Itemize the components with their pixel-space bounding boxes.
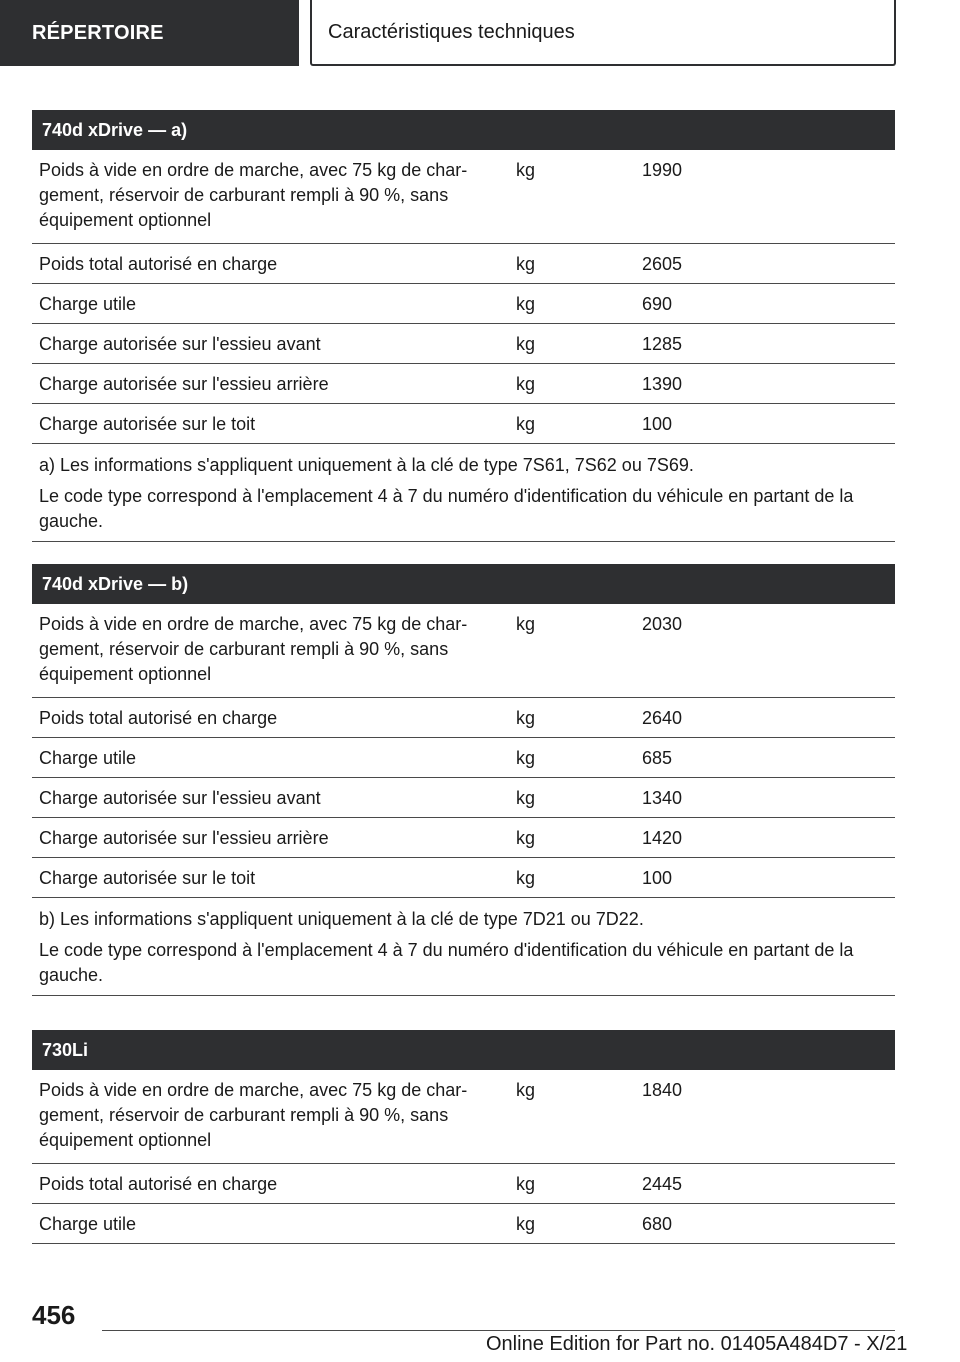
- row-value: 680: [642, 1214, 673, 1234]
- row-label: Poids à vide en ordre de marche, avec 75 kg de char- gement, réservoir de carburant rempli à 90 %, sans équipement optionnel: [39, 1080, 468, 1150]
- table-title: 730Li: [32, 1030, 895, 1070]
- row-label: Charge autorisée sur le toit: [39, 868, 256, 888]
- table-row: [32, 244, 895, 284]
- table-row: [32, 324, 895, 364]
- row-unit: kg: [516, 294, 536, 314]
- row-label: Charge autorisée sur l'essieu arrière: [39, 828, 329, 848]
- row-unit: kg: [516, 708, 536, 728]
- footer-divider: [102, 1330, 895, 1331]
- row-label: Charge utile: [39, 294, 137, 314]
- table-footnote: [32, 898, 895, 996]
- table-row: [32, 284, 895, 324]
- row-label: Poids à vide en ordre de marche, avec 75 kg de char- gement, réservoir de carburant rempli à 90 %, sans équipement optionnel: [39, 614, 468, 684]
- row-unit: kg: [516, 1214, 536, 1234]
- row-value: 2030: [642, 614, 683, 634]
- row-unit: kg: [516, 1080, 536, 1100]
- row-label: Poids total autorisé en charge: [39, 1174, 278, 1194]
- row-unit: kg: [516, 748, 536, 768]
- row-value: 1285: [642, 334, 683, 354]
- table-row: [32, 604, 895, 698]
- row-value: 685: [642, 748, 673, 768]
- table-row: [32, 1164, 895, 1204]
- table-row: [32, 738, 895, 778]
- footnote-text: b) Les informations s'appliquent uniquement à la clé de type 7D21 ou 7D22.: [39, 909, 644, 929]
- row-label: Charge utile: [39, 1214, 137, 1234]
- table-row: [32, 858, 895, 898]
- row-value: 690: [642, 294, 673, 314]
- row-unit: kg: [516, 374, 536, 394]
- row-label: Charge autorisée sur le toit: [39, 414, 256, 434]
- spec-table-740d-a: [32, 110, 895, 542]
- row-label: Charge autorisée sur l'essieu arrière: [39, 374, 329, 394]
- row-label: Poids total autorisé en charge: [39, 708, 278, 728]
- row-label: Charge autorisée sur l'essieu avant: [39, 788, 321, 808]
- table-title: 740d xDrive — a): [32, 110, 895, 150]
- row-label: Poids à vide en ordre de marche, avec 75 kg de char- gement, réservoir de carburant rempli à 90 %, sans équipement optionnel: [39, 160, 468, 230]
- row-unit: kg: [516, 1174, 536, 1194]
- footnote-text: Le code type correspond à l'emplacement 4 à 7 du numéro d'identification du véhicule en partant de la gauche.: [39, 940, 854, 985]
- row-label: Charge utile: [39, 748, 137, 768]
- row-label: Charge autorisée sur l'essieu avant: [39, 334, 321, 354]
- row-unit: kg: [516, 334, 536, 354]
- row-unit: kg: [516, 160, 536, 180]
- row-unit: kg: [516, 414, 536, 434]
- table-row: [32, 364, 895, 404]
- row-label: Poids total autorisé en charge: [39, 254, 278, 274]
- row-value: 100: [642, 868, 673, 888]
- table-row: [32, 818, 895, 858]
- row-value: 1390: [642, 374, 683, 394]
- row-value: 1340: [642, 788, 683, 808]
- table-row: [32, 1070, 895, 1164]
- edition-note: Online Edition for Part no. 01405A484D7 - X/21: [486, 1333, 908, 1355]
- row-value: 2640: [642, 708, 683, 728]
- footnote-text: a) Les informations s'appliquent uniquement à la clé de type 7S61, 7S62 ou 7S69.: [39, 455, 694, 475]
- section-tab[interactable]: Caractéristiques techniques: [310, 0, 896, 66]
- row-unit: kg: [516, 868, 536, 888]
- row-value: 1990: [642, 160, 683, 180]
- row-value: 1840: [642, 1080, 683, 1100]
- spec-table-730li: [32, 1030, 895, 1244]
- row-value: 2445: [642, 1174, 683, 1194]
- table-title: 740d xDrive — b): [32, 564, 895, 604]
- row-value: 100: [642, 414, 673, 434]
- table-row: [32, 778, 895, 818]
- row-value: 2605: [642, 254, 683, 274]
- row-unit: kg: [516, 788, 536, 808]
- index-tab[interactable]: RÉPERTOIRE: [0, 0, 299, 66]
- page-header: [0, 0, 960, 66]
- row-unit: kg: [516, 828, 536, 848]
- row-value: 1420: [642, 828, 683, 848]
- table-footnote: [32, 444, 895, 542]
- page-number: 456: [32, 1300, 76, 1330]
- row-unit: kg: [516, 254, 536, 274]
- table-row: [32, 150, 895, 244]
- table-row: [32, 404, 895, 444]
- table-row: [32, 698, 895, 738]
- footnote-text: Le code type correspond à l'emplacement 4 à 7 du numéro d'identification du véhicule en partant de la gauche.: [39, 486, 854, 531]
- row-unit: kg: [516, 614, 536, 634]
- spec-table-740d-b: [32, 564, 895, 996]
- table-row: [32, 1204, 895, 1244]
